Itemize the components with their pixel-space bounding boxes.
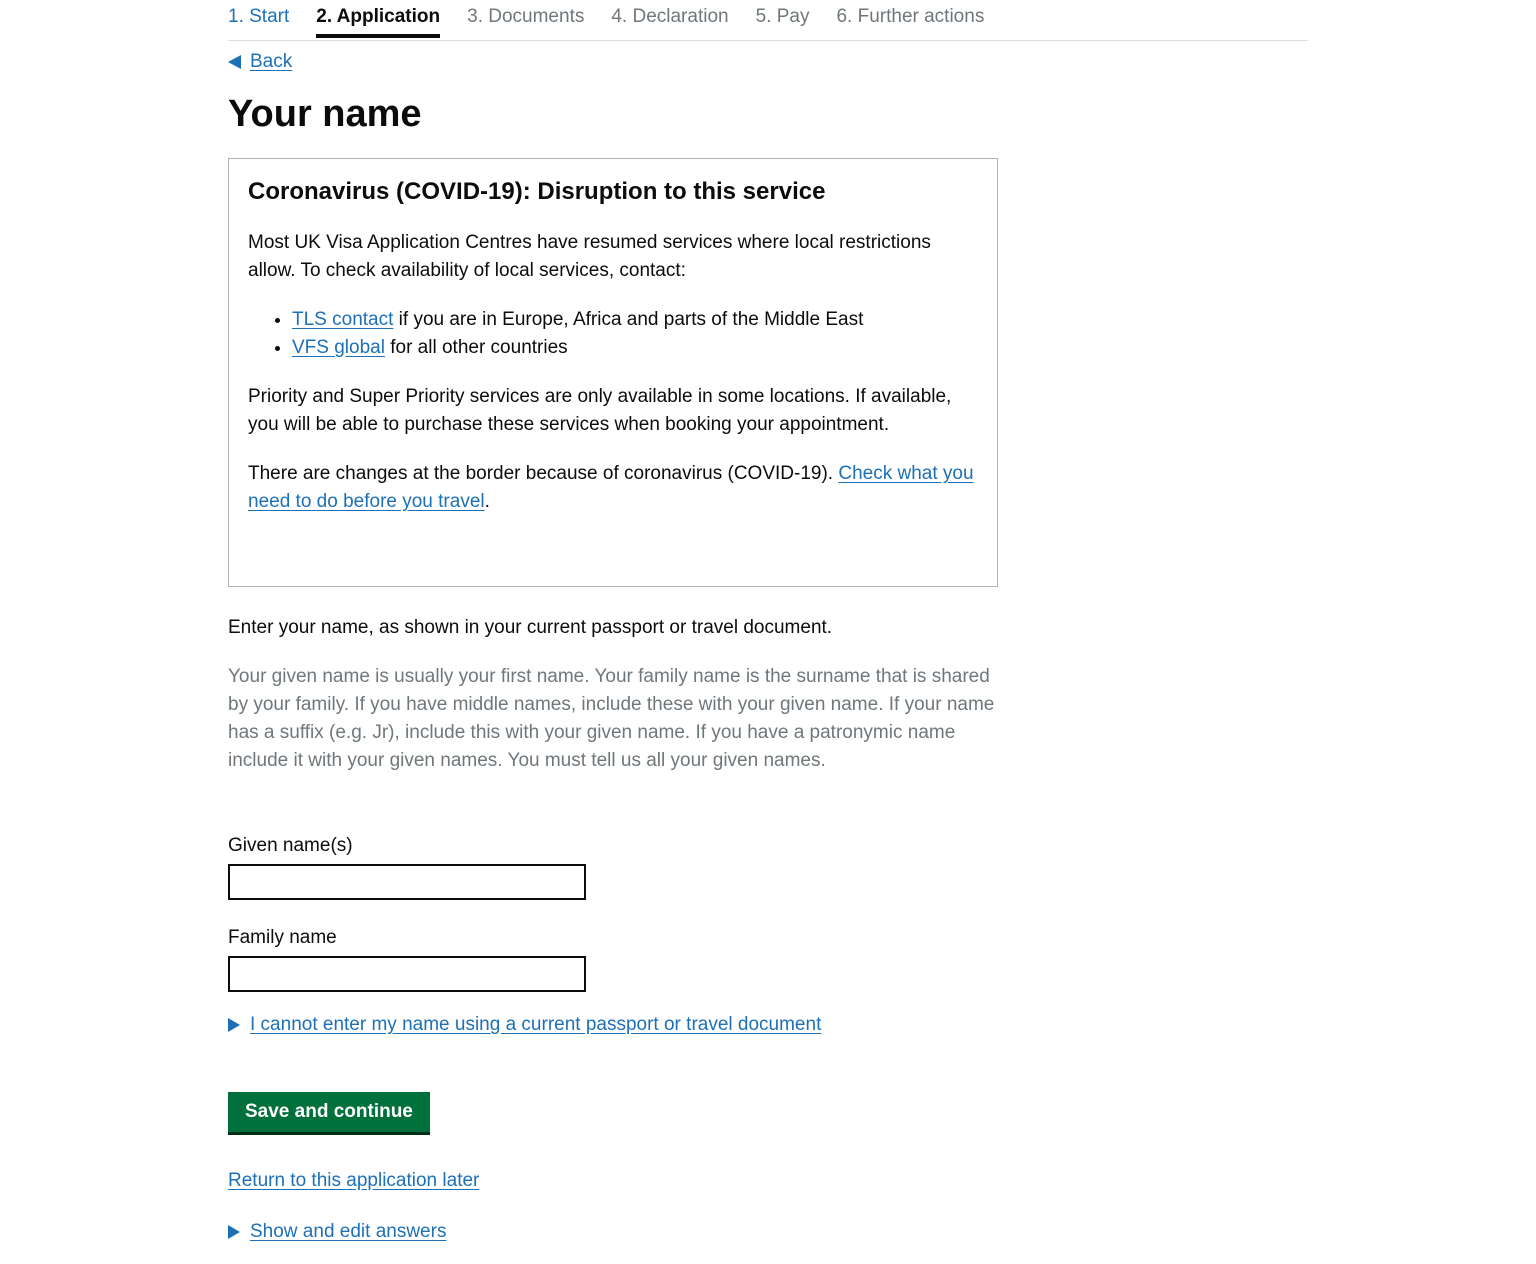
list-item	[292, 334, 978, 362]
name-hint-text: Your given name is usually your first name. Your family name is the surname that is shared by your family. If you have middle names, include these with your given name. If your name has a suffix (e.g. Jr), include this with your given name. If you have a patronymic name include it with your given names. You must tell us all your given names.	[228, 666, 995, 771]
list-item-text: if you are in Europe, Africa and parts of the Middle East	[393, 309, 864, 330]
covid-notice-panel	[228, 158, 998, 587]
expand-triangle-icon	[228, 1018, 240, 1032]
family-name-input[interactable]	[228, 956, 586, 992]
return-later-link[interactable]: Return to this application later	[228, 1170, 480, 1191]
vfs-global-link[interactable]: VFS global	[292, 337, 385, 358]
step-application: 2. Application	[316, 0, 440, 38]
step-declaration: 4. Declaration	[611, 6, 729, 27]
step-navigation	[228, 0, 1308, 41]
main-container	[228, 0, 1308, 1242]
back-link-row	[228, 49, 292, 75]
intro-text: Enter your name, as shown in your current passport or travel document.	[228, 617, 833, 638]
cannot-enter-name-link[interactable]: I cannot enter my name using a current passport or travel document	[250, 1014, 822, 1035]
notice-contact-list	[248, 306, 978, 362]
list-item-text: for all other countries	[384, 337, 568, 358]
back-arrow-icon	[228, 55, 241, 69]
notice-heading: Coronavirus (COVID-19): Disruption to this service	[248, 178, 826, 205]
step-pay: 5. Pay	[755, 6, 810, 27]
notice-paragraph-3-end: .	[484, 491, 490, 512]
notice-paragraph-1: Most UK Visa Application Centres have resumed services where local restrictions allow. To check availability of local services, contact:	[248, 232, 931, 281]
family-name-label: Family name	[228, 927, 337, 948]
show-answers-details[interactable]	[228, 1219, 446, 1245]
notice-paragraph-3-text: There are changes at the border because of coronavirus (COVID-19).	[248, 463, 839, 484]
cannot-enter-name-details[interactable]	[228, 1012, 821, 1038]
notice-paragraph-2: Priority and Super Priority services are only available in some locations. If available, you will be able to purchase these services when booking your appointment.	[248, 386, 952, 435]
given-name-label: Given name(s)	[228, 835, 353, 856]
back-link[interactable]: Back	[250, 51, 293, 72]
step-documents: 3. Documents	[467, 6, 585, 27]
step-further-actions: 6. Further actions	[836, 6, 985, 27]
page-title: Your name	[228, 93, 422, 135]
list-item	[292, 306, 978, 334]
notice-paragraph-3	[248, 460, 978, 516]
expand-triangle-icon	[228, 1225, 240, 1239]
tls-contact-link[interactable]: TLS contact	[292, 309, 394, 330]
check-before-travel-link[interactable]: Check what you need to do before you travel	[248, 463, 974, 512]
show-edit-answers-link[interactable]: Show and edit answers	[250, 1221, 447, 1242]
given-name-input[interactable]	[228, 864, 586, 900]
step-start[interactable]: 1. Start	[228, 6, 290, 27]
save-and-continue-button[interactable]: Save and continue	[228, 1092, 430, 1132]
